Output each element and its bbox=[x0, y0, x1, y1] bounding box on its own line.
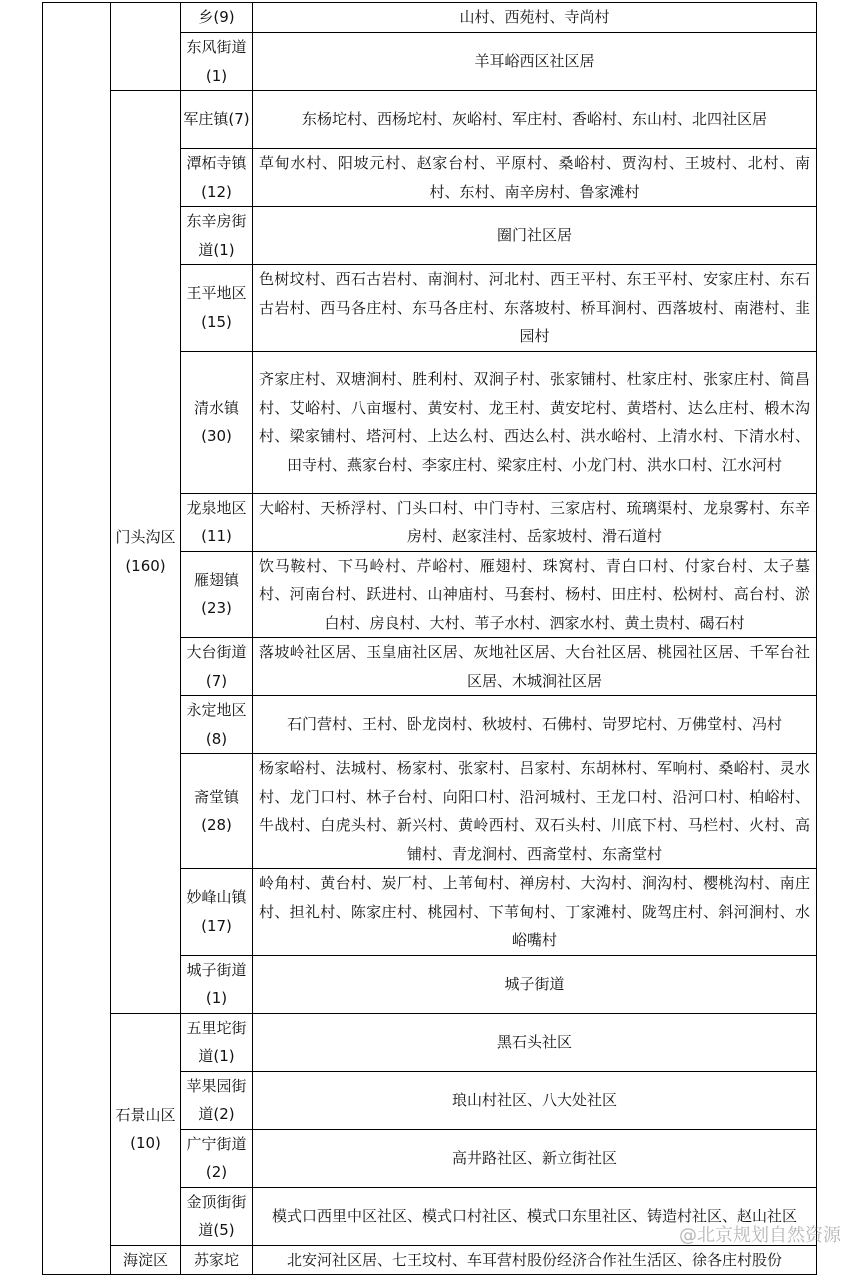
table-row bbox=[43, 1245, 817, 1275]
village-table bbox=[42, 2, 817, 1275]
town-cell: 广宁街道(2) bbox=[181, 1129, 253, 1187]
villages-cell: 杨家峪村、法城村、杨家村、张家村、吕家村、东胡林村、军响村、桑峪村、灵水村、龙门口村、林子台村、向阳口村、沿河城村、王龙口村、沿河口村、柏峪村、牛战村、白虎头村、新兴村、黄岭西村、双石头村、川底下村、马栏村、火村、高铺村、青龙涧村、西斋堂村、东斋堂村 bbox=[253, 754, 817, 869]
villages-cell: 东杨坨村、西杨坨村、灰峪村、军庄村、香峪村、东山村、北四社区居 bbox=[253, 91, 817, 149]
town-cell: 城子街道(1) bbox=[181, 955, 253, 1013]
villages-cell: 山村、西苑村、寺尚村 bbox=[253, 3, 817, 33]
villages-cell: 石门营村、王村、卧龙岗村、秋坡村、石佛村、岢罗坨村、万佛堂村、冯村 bbox=[253, 696, 817, 754]
villages-cell: 模式口西里中区社区、模式口村社区、模式口东里社区、铸造村社区、赵山社区 bbox=[253, 1187, 817, 1245]
table-row bbox=[43, 1013, 817, 1071]
district-cell: 石景山区(10) bbox=[111, 1013, 181, 1245]
town-cell: 乡(9) bbox=[181, 3, 253, 33]
table-row bbox=[43, 91, 817, 149]
town-cell: 清水镇(30) bbox=[181, 351, 253, 493]
table-row bbox=[43, 3, 817, 33]
town-cell: 雁翅镇(23) bbox=[181, 551, 253, 638]
town-cell: 金顶街街道(5) bbox=[181, 1187, 253, 1245]
town-cell: 妙峰山镇(17) bbox=[181, 869, 253, 956]
level1-cell bbox=[43, 3, 111, 1275]
villages-cell: 色树坟村、西石古岩村、南涧村、河北村、西王平村、东王平村、安家庄村、东石古岩村、西马各庄村、东马各庄村、东落坡村、桥耳涧村、西落坡村、南港村、韭园村 bbox=[253, 265, 817, 352]
town-cell: 斋堂镇(28) bbox=[181, 754, 253, 869]
town-cell: 东辛房街道(1) bbox=[181, 207, 253, 265]
villages-cell: 齐家庄村、双塘涧村、胜利村、双涧子村、张家铺村、杜家庄村、张家庄村、简昌村、艾峪村、八亩堰村、黄安村、龙王村、黄安坨村、黄塔村、达么庄村、椴木沟村、梁家铺村、塔河村、上达么村、西达么村、洪水峪村、上清水村、下清水村、田寺村、燕家台村、李家庄村、梁家庄村、小龙门村、洪水口村、江水河村 bbox=[253, 351, 817, 493]
villages-cell: 羊耳峪西区社区居 bbox=[253, 33, 817, 91]
villages-cell: 大峪村、天桥浮村、门头口村、中门寺村、三家店村、琉璃渠村、龙泉雾村、东辛房村、赵家洼村、岳家坡村、滑石道村 bbox=[253, 493, 817, 551]
town-cell: 苹果园街道(2) bbox=[181, 1071, 253, 1129]
villages-cell: 黑石头社区 bbox=[253, 1013, 817, 1071]
villages-cell: 北安河社区居、七王坟村、车耳营村股份经济合作社生活区、徐各庄村股份 bbox=[253, 1245, 817, 1275]
villages-cell: 城子街道 bbox=[253, 955, 817, 1013]
town-cell: 龙泉地区(11) bbox=[181, 493, 253, 551]
watermark: @北京规划自然资源 bbox=[679, 1225, 841, 1246]
town-cell: 苏家坨 bbox=[181, 1245, 253, 1275]
district-cell-empty bbox=[111, 3, 181, 91]
town-cell: 潭柘寺镇(12) bbox=[181, 149, 253, 207]
town-cell: 王平地区(15) bbox=[181, 265, 253, 352]
villages-cell: 草甸水村、阳坡元村、赵家台村、平原村、桑峪村、贾沟村、王坡村、北村、南村、东村、南辛房村、鲁家滩村 bbox=[253, 149, 817, 207]
villages-cell: 圈门社区居 bbox=[253, 207, 817, 265]
district-cell: 门头沟区(160) bbox=[111, 91, 181, 1014]
villages-cell: 琅山村社区、八大处社区 bbox=[253, 1071, 817, 1129]
town-cell: 永定地区(8) bbox=[181, 696, 253, 754]
villages-cell: 饮马鞍村、下马岭村、芹峪村、雁翅村、珠窝村、青白口村、付家台村、太子墓村、河南台村、跃进村、山神庙村、马套村、杨村、田庄村、松树村、高台村、淤白村、房良村、大村、苇子水村、泗家水村、黄土贵村、碣石村 bbox=[253, 551, 817, 638]
town-cell: 五里坨街道(1) bbox=[181, 1013, 253, 1071]
district-cell: 海淀区 bbox=[111, 1245, 181, 1275]
town-cell: 军庄镇(7) bbox=[181, 91, 253, 149]
villages-cell: 高井路社区、新立街社区 bbox=[253, 1129, 817, 1187]
town-cell: 东风街道(1) bbox=[181, 33, 253, 91]
villages-cell: 岭角村、黄台村、炭厂村、上苇甸村、禅房村、大沟村、涧沟村、樱桃沟村、南庄村、担礼村、陈家庄村、桃园村、下苇甸村、丁家滩村、陇驾庄村、斜河涧村、水峪嘴村 bbox=[253, 869, 817, 956]
villages-cell: 落坡岭社区居、玉皇庙社区居、灰地社区居、大台社区居、桃园社区居、千军台社区居、木城涧社区居 bbox=[253, 638, 817, 696]
town-cell: 大台街道(7) bbox=[181, 638, 253, 696]
